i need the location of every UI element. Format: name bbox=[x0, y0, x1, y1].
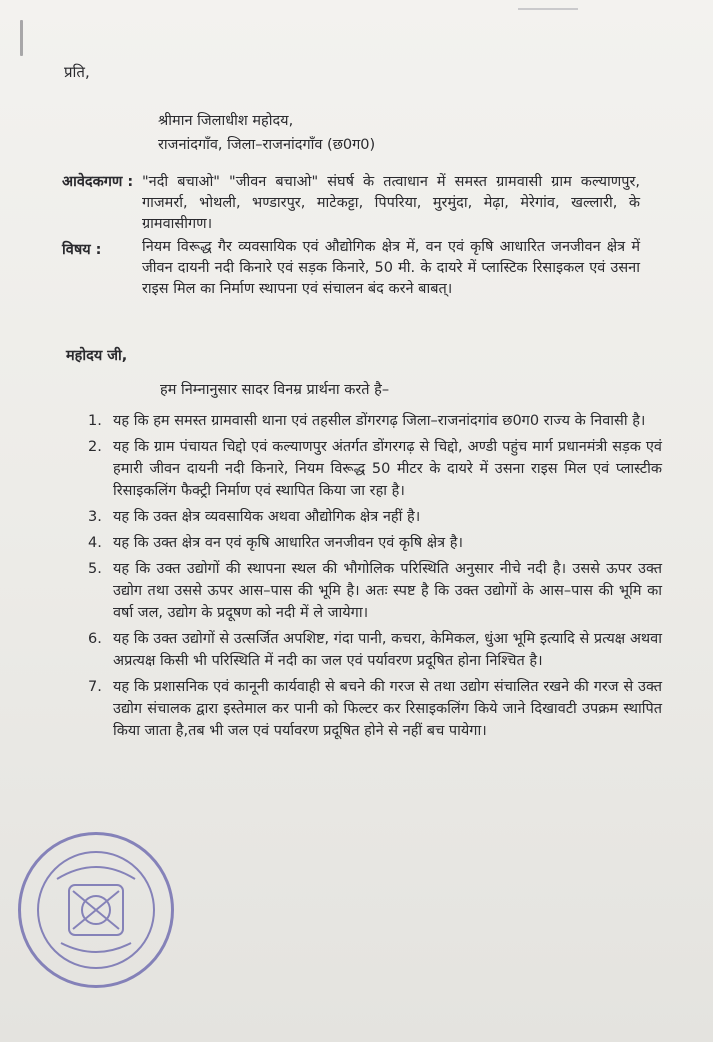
applicants-text: "नदी बचाओ" "जीवन बचाओ" संघर्ष के तत्वाधान में समस्त ग्रामवासी ग्राम कल्याणपुर, गाजमर्रा, भोथली, भण्डारपुर, माटेकट्टा, पिपरिया, मुरमुंदा, मेढ़ा, मेरेगांव, खल्लारी, के ग्रामवासीगण। bbox=[142, 174, 640, 232]
point-number: 2. bbox=[88, 439, 102, 455]
intro-line: हम निम्नानुसार सादर विनम्र प्रार्थना करते है– bbox=[160, 382, 390, 398]
top-edge-mark bbox=[518, 0, 578, 10]
point-number: 4. bbox=[88, 535, 102, 551]
point-text: यह कि ग्राम पंचायत चिद्दो एवं कल्याणपुर अंतर्गत डोंगरगढ़ से चिद्दो, अण्डी पहुंच मार्ग प्रधानमंत्री सड़क एवं हमारी जीवन दायनी नदी किनारे, नियम विरूद्ध 50 मीटर के दायरे में उसना राइस मिल एवं प्लास्टीक रिसाइकलिंग फैक्ट्री निर्माण एवं स्थापित किया जा रहा है। bbox=[113, 439, 662, 499]
point-number: 6. bbox=[88, 631, 102, 647]
point-number: 5. bbox=[88, 561, 102, 577]
point-text: यह कि उक्त क्षेत्र वन एवं कृषि आधारित जनजीवन एवं कृषि क्षेत्र है। bbox=[113, 535, 463, 551]
point-number: 1. bbox=[88, 413, 102, 429]
list-item bbox=[88, 558, 662, 624]
point-number: 3. bbox=[88, 509, 102, 525]
list-item bbox=[88, 506, 662, 528]
point-text: यह कि उक्त उद्योगों की स्थापना स्थल की भौगोलिक परिस्थिति अनुसार नीचे नदी है। उससे ऊपर उक्त उद्योग तथा उससे ऊपर आस–पास की भूमि है। अतः स्पष्ट है कि उक्त उद्योगों के आस–पास की भूमि का वर्षा जल, उद्योग के प्रदूषण को नदी में ले जायेगा। bbox=[113, 561, 662, 621]
list-item bbox=[88, 628, 662, 672]
point-text: यह कि हम समस्त ग्रामवासी थाना एवं तहसील डोंगरगढ़ जिला–राजनांदगांव छ0ग0 राज्य के निवासी है। bbox=[113, 413, 646, 429]
subject-text: नियम विरूद्ध गैर व्यवसायिक एवं औद्योगिक क्षेत्र में, वन एवं कृषि आधारित जनजीवन क्षेत्र में जीवन दायनी नदी किनारे एवं सड़क किनारे, 50 मी. के दायरे में प्लास्टिक रिसाइकल एवं उसना राइस मिल का निर्माण स्थापना एवं संचालन बंद करने बाबत्। bbox=[142, 239, 640, 297]
list-item bbox=[88, 676, 662, 742]
salutation: महोदय जी, bbox=[66, 348, 128, 364]
margin-pen-mark bbox=[20, 20, 23, 56]
point-text: यह कि उक्त क्षेत्र व्यवसायिक अथवा औद्योगिक क्षेत्र नहीं है। bbox=[113, 509, 421, 525]
point-number: 7. bbox=[88, 679, 102, 695]
points-list bbox=[88, 410, 662, 746]
applicants-label-row bbox=[62, 172, 133, 192]
subject-label: विषय : bbox=[62, 242, 102, 258]
applicants-label: आवेदकगण : bbox=[62, 174, 134, 190]
point-text: यह कि प्रशासनिक एवं कानूनी कार्यवाही से बचने की गरज से तथा उद्योग संचालित रखने की गरज से उक्त उद्योग संचालक द्वारा इस्तेमाल कर पानी को फिल्टर कर रिसाइकलिंग किये जाने दिखावटी उपक्रम स्थापित किया जाता है,तब भी जल एवं पर्यावरण प्रदूषित होने से नहीं बच पायेगा। bbox=[113, 679, 662, 739]
salutation-to: प्रति, bbox=[64, 63, 90, 81]
addressee-line-1: श्रीमान जिलाधीश महोदय, bbox=[158, 113, 294, 129]
list-item bbox=[88, 532, 662, 554]
list-item bbox=[88, 410, 662, 432]
addressee-line-2: राजनांदगाँव, जिला–राजनांदगाँव (छ0ग0) bbox=[158, 137, 376, 153]
subject-label-row bbox=[62, 240, 101, 260]
point-text: यह कि उक्त उद्योगों से उत्सर्जित अपशिष्ट, गंदा पानी, कचरा, केमिकल, धुंआ भूमि इत्यादि से प्रत्यक्ष अथवा अप्रत्यक्ष किसी भी परिस्थिति में नदी का जल एवं पर्यावरण प्रदूषित होना निश्चित है। bbox=[113, 631, 662, 669]
seal-emblem-icon bbox=[21, 835, 171, 985]
list-item bbox=[88, 436, 662, 502]
rubber-stamp-seal-icon bbox=[18, 832, 174, 988]
